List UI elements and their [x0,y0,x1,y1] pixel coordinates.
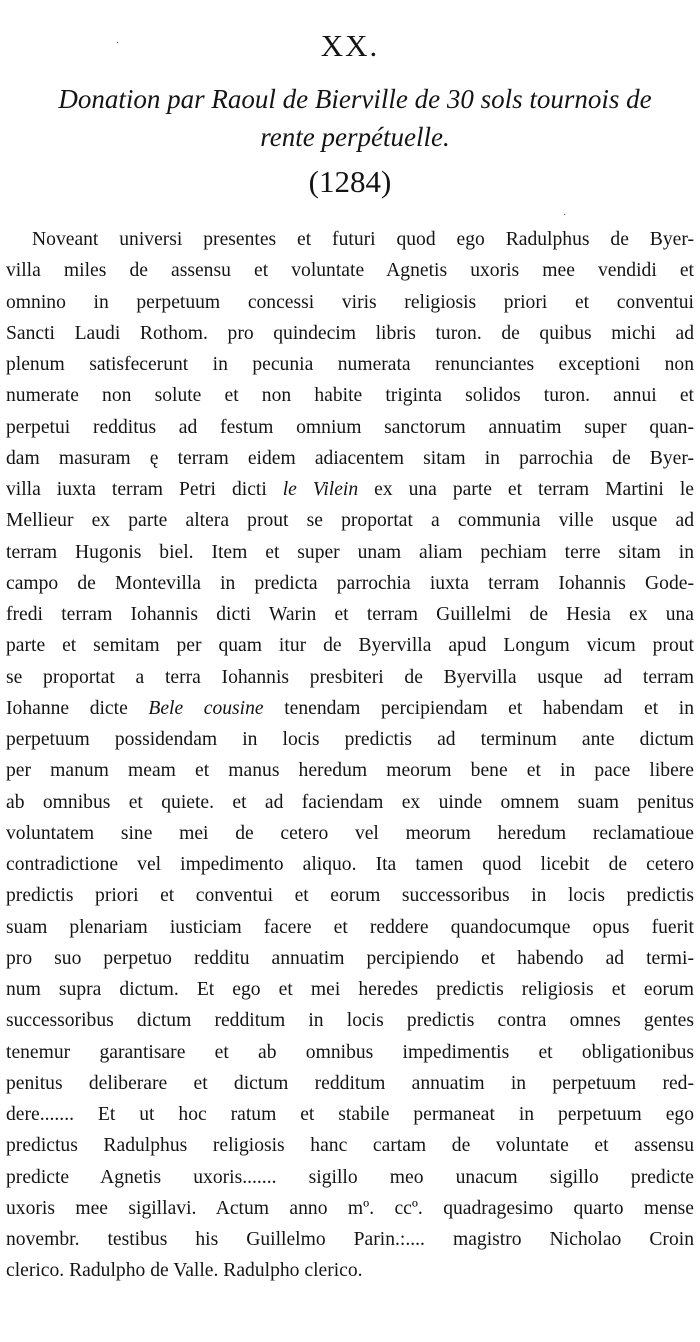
text-segment: ex una parte et terram Martini le [358,479,694,500]
text-segment: suam plenariam iusticiam facere et reddere quandocumque opus fuerit [6,916,694,938]
text-segment: Noveant universi presentes et futuri quod ego Radulphus de Byer- [32,229,694,250]
text-segment: dere....... Et ut hoc ratum et stabile permaneat in perpetuum ego [6,1104,694,1125]
text-line [6,349,694,380]
text-line [6,1005,694,1036]
document-title [20,80,690,156]
text-line [6,818,694,849]
text-segment: uxoris mee sigillavi. Actum anno mº. ccº. quadragesimo quarto mense [6,1197,694,1219]
text-segment: predictus Radulphus religiosis hanc cartam de voluntate et assensu [6,1135,694,1157]
charter-text [6,224,694,1287]
text-line [6,912,694,943]
text-line [6,755,694,786]
document-title-line: Donation par Raoul de Bierville de 30 sols tournois de [58,84,652,114]
text-line [6,1224,694,1255]
document-number: XX. [320,28,380,63]
text-segment: omnino in perpetuum concessi viris religiosis priori et conventui [6,291,694,313]
text-segment: Iohanne dicte [6,697,149,719]
text-segment: per manum meam et manus heredum meorum bene et in pace libere [6,760,694,782]
text-segment: voluntatem sine mei de cetero vel meorum heredum reclamatioue [6,822,694,844]
text-line [6,1193,694,1224]
text-line [6,630,694,661]
text-line [6,880,694,911]
text-segment: numerate non solute et non habite triginta solidos turon. annui et [6,385,694,407]
text-segment: villa iuxta terram Petri dicti [6,479,283,500]
text-line [6,443,694,474]
text-line [6,568,694,599]
text-segment: novembr. testibus his Guillelmo Parin.:.... magistro Nicholao Croin [6,1229,694,1250]
text-segment: num supra dictum. Et ego et mei heredes predictis religiosis et eorum [6,979,694,1000]
text-line [6,505,694,536]
text-line [6,1130,694,1161]
text-line [6,974,694,1005]
text-segment: campo de Montevilla in predicta parrochia iuxta terram Iohannis Gode- [6,572,694,594]
text-line [6,255,694,286]
stray-dot: · [563,210,567,221]
text-segment: dam masuram ę terram eidem adiacentem sitam in parrochia de Byer- [6,447,694,469]
text-line [6,287,694,318]
text-segment: penitus deliberare et dictum redditum annuatim in perpetuum red- [6,1072,694,1094]
text-line [6,537,694,568]
text-line [6,693,694,724]
text-line [6,662,694,693]
document-title-line: rente perpétuelle. [260,122,450,152]
text-segment: tenendam percipiendam et habendam et in [263,697,694,719]
text-segment: plenum satisfecerunt in pecunia numerata renunciantes exceptioni non [6,354,694,375]
text-segment: clerico. Radulpho de Valle. Radulpho clerico. [6,1260,363,1282]
text-line [6,380,694,411]
text-segment: fredi terram Iohannis dicti Warin et terram Guillelmi de Hesia ex una [6,604,694,625]
text-segment: perpetuum possidendam in locis predictis ad terminum ante dictum [6,729,694,750]
text-segment: Mellieur ex parte altera prout se proportat a communia ville usque ad [6,510,694,532]
italic-name: Bele cousine [148,697,264,719]
text-segment: se proportat a terra Iohannis presbiteri de Byervilla usque ad terram [6,666,694,688]
text-line [6,724,694,755]
text-line [6,1255,694,1286]
text-segment: villa miles de assensu et voluntate Agnetis uxoris mee vendidi et [6,260,694,282]
text-line [6,224,694,255]
text-segment: contradictione vel impedimento aliquo. Ita tamen quod licebit de cetero [6,854,694,875]
text-line [6,849,694,880]
text-segment: successoribus dictum redditum in locis predictis contra omnes gentes [6,1010,694,1032]
text-segment: terram Hugonis biel. Item et super unam aliam pechiam terre sitam in [6,541,694,563]
text-segment: perpetui redditus ad festum omnium sanctorum annuatim super quan- [6,416,694,438]
text-segment: predicte Agnetis uxoris....... sigillo meo unacum sigillo predicte [6,1166,694,1188]
text-segment: predictis priori et conventui et eorum successoribus in locis predictis [6,885,694,907]
stray-dot: · [116,38,120,49]
text-line [6,474,694,505]
text-line [6,943,694,974]
text-line [6,599,694,630]
text-line [6,787,694,818]
text-line [6,412,694,443]
text-segment: tenemur garantisare et ab omnibus impedimentis et obligationibus [6,1041,694,1063]
text-segment: parte et semitam per quam itur de Byervilla apud Longum vicum prout [6,635,694,657]
text-line [6,318,694,349]
text-line [6,1037,694,1068]
text-segment: ab omnibus et quiete. et ad faciendam ex uinde omnem suam penitus [6,791,694,813]
text-line [6,1162,694,1193]
text-line [6,1099,694,1130]
text-segment: Sancti Laudi Rothom. pro quindecim libris turon. de quibus michi ad [6,322,694,344]
text-line [6,1068,694,1099]
text-segment: pro suo perpetuo redditu annuatim percipiendo et habendo ad termi- [6,947,694,969]
italic-name: le Vilein [282,479,359,500]
document-year: (1284) [308,164,392,199]
